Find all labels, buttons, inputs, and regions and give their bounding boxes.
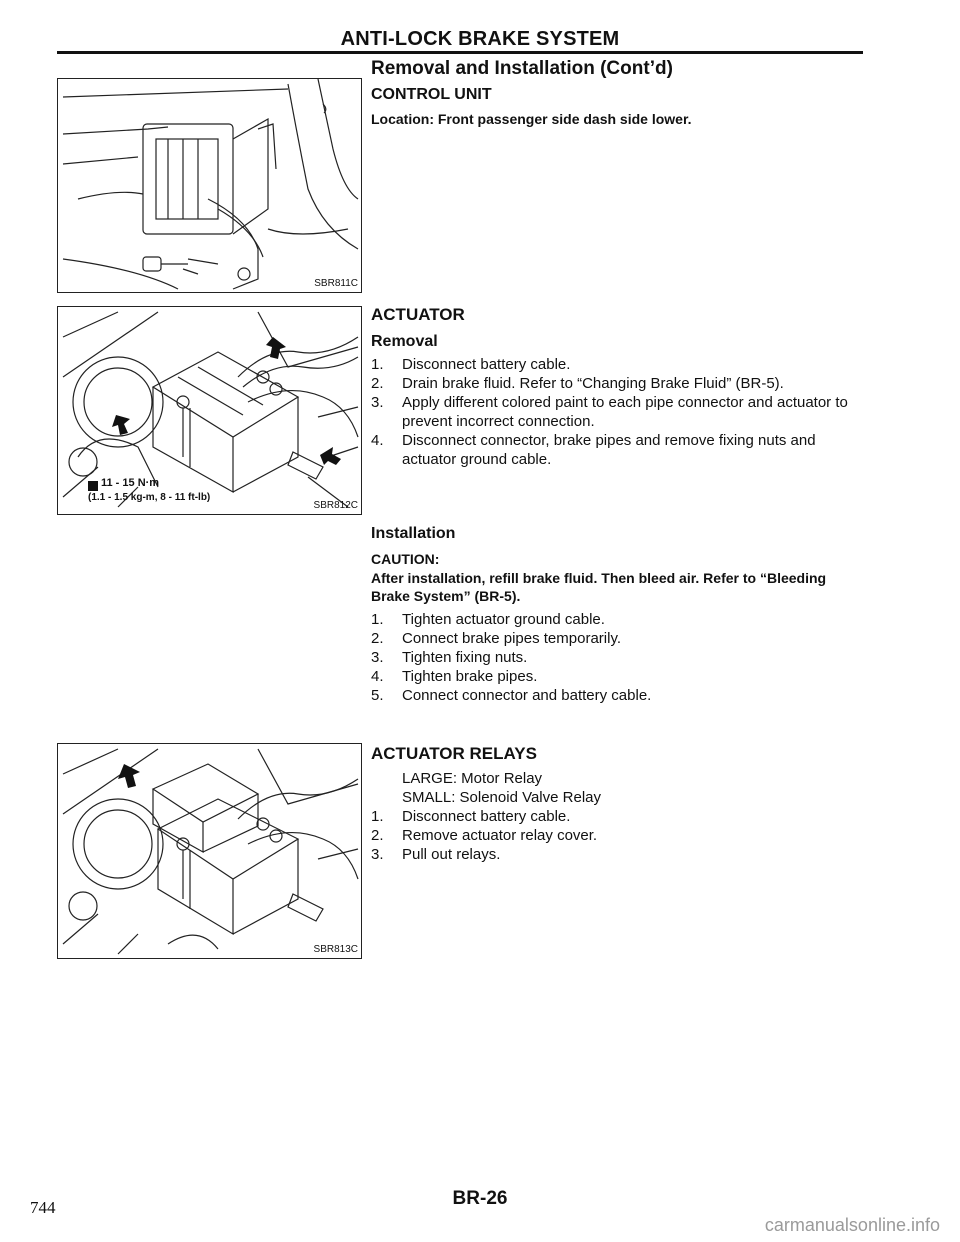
relay-step: 3. Pull out relays. [371,846,501,863]
figure-control-unit [57,78,362,293]
relay-step: 1. Disconnect battery cable. [371,808,571,825]
installation-step: 1. Tighten actuator ground cable. [371,611,605,628]
figure-2-label: SBR812C [313,500,358,511]
page-header-title: ANTI-LOCK BRAKE SYSTEM [340,28,620,50]
control-unit-location: Location: Front passenger side dash side lower. [371,111,692,127]
torque-spec-line-1: 11 - 15 N·m [101,477,160,489]
page-number: 744 [30,1198,56,1217]
relay-step: 2. Remove actuator relay cover. [371,827,598,844]
actuator-relays-illustration [58,744,361,958]
removal-step: 1. Disconnect battery cable. [371,356,571,373]
figure-1-label: SBR811C [314,278,358,289]
removal-heading: Removal [371,333,438,350]
actuator-heading: ACTUATOR [371,305,465,324]
installation-heading: Installation [371,525,456,542]
control-unit-heading: CONTROL UNIT [371,86,492,103]
installation-step: 4. Tighten brake pipes. [371,668,538,685]
relay-small-note: SMALL: Solenoid Valve Relay [402,789,601,806]
removal-step: 4. Disconnect connector, brake pipes and remove fixing nuts and actuator ground cable. [371,432,816,468]
figure-actuator [57,306,362,515]
removal-step: 2. Drain brake fluid. Refer to “Changing Brake Fluid” (BR-5). [371,375,784,392]
installation-step: 3. Tighten fixing nuts. [371,649,528,666]
control-unit-illustration [58,79,361,292]
relay-steps [371,807,861,864]
figure-3-label: SBR813C [313,944,358,955]
removal-step: 3. Apply different colored paint to each pipe connector and actuator to prevent incorrect connection. [371,394,848,430]
figure-actuator-relays [57,743,362,959]
section-title: Removal and Installation (Cont’d) [371,58,673,79]
watermark: carmanualsonline.info [764,1215,940,1235]
page-code: BR-26 [452,1188,508,1209]
caution-label: CAUTION: [371,551,440,567]
header-rule [57,51,863,54]
caution-text: After installation, refill brake fluid. Then bleed air. Refer to “Bleeding Brake System” (BR-5). [371,570,827,604]
installation-step: 2. Connect brake pipes temporarily. [371,630,621,647]
relays-heading: ACTUATOR RELAYS [371,744,537,763]
installation-step: 5. Connect connector and battery cable. [371,687,652,704]
removal-steps [371,355,861,469]
installation-steps [371,610,861,705]
relay-large-note: LARGE: Motor Relay [402,770,543,787]
torque-spec-line-2: (1.1 - 1.5 kg-m, 8 - 11 ft-lb) [88,492,211,503]
